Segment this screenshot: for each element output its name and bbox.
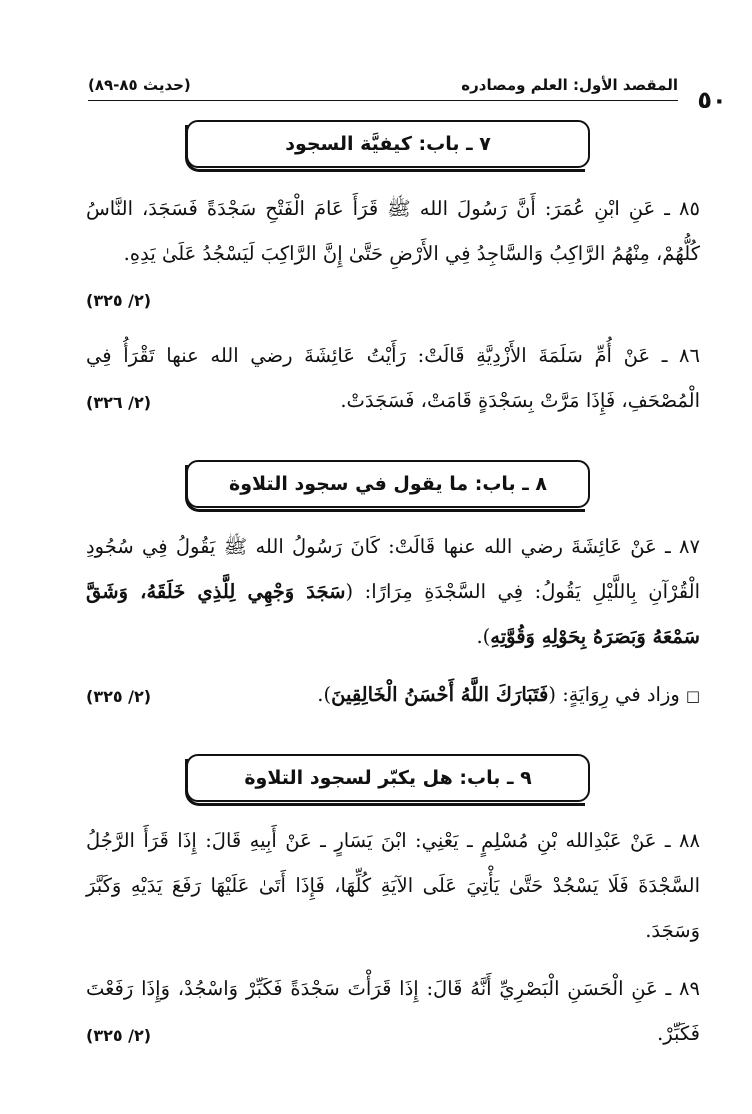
hadith-86	[86, 333, 700, 425]
hadith-text-before: ٨٧ ـ عَنْ عَائِشَةَ رضي الله عنها قَالَتْ: كَانَ رَسُولُ الله ﷺ يَقُولُ فِي سُجُودِ الْقُرْآنِ بِاللَّيْلِ يَقُولُ: فِي السَّجْدَةِ مِرَارًا: (	[86, 535, 700, 603]
hadith-85	[86, 186, 700, 323]
quranic-quote: فَتَبَارَكَ اللَّهُ أَحْسَنُ الْخَالِقِينَ	[331, 683, 549, 706]
additional-narration	[86, 672, 700, 719]
prophetic-supplication: سَجَدَ وَجْهِي لِلَّذِي خَلَقَهُ، وَشَقَّ سَمْعَهُ وَبَصَرَهُ بِحَوْلِهِ وَقُوَّتِهِ	[86, 580, 700, 648]
hadith-reference: (٢/ ٣٢٦)	[86, 393, 152, 412]
chapter-title: ٩ ـ باب: هل يكبّر لسجود التلاوة	[244, 767, 532, 789]
hadith-text: ٨٥ ـ عَنِ ابْنِ عُمَرَ: أَنَّ رَسُولَ الله ﷺ قَرَأَ عَامَ الْفَتْحِ سَجْدَةً فَسَجَدَ، النَّاسُ كُلُّهُمْ، مِنْهُمُ الرَّاكِبُ وَالسَّاجِدُ فِي الأَرْضِ حَتَّىٰ إِنَّ الرَّاكِبَ لَيَسْجُدُ عَلَىٰ يَدِهِ.	[86, 197, 700, 265]
chapter-heading-9	[186, 754, 590, 802]
running-header	[88, 72, 678, 98]
header-rule	[88, 100, 678, 101]
square-bullet-icon: □	[685, 687, 700, 705]
hadith-text: ٨٨ ـ عَنْ عَبْدِالله بْنِ مُسْلِمٍ ـ يَعْنِي: ابْنَ يَسَارٍ ـ عَنْ أَبِيهِ قَالَ: إِذَا قَرَأَ الرَّجُلُ السَّجْدَةَ فَلَا يَسْجُدْ حَتَّىٰ يَأْتِيَ عَلَى الآيَةِ كُلِّهَا، فَإِذَا أَتَىٰ عَلَيْهَا رَفَعَ يَدَيْهِ وَكَبَّرَ وَسَجَدَ.	[86, 829, 700, 942]
hadith-range: (حديث ٨٥-٨٩)	[88, 76, 191, 94]
page-number: ٥٠	[697, 86, 727, 114]
narration-text-after: ).	[317, 683, 332, 706]
hadith-reference: (٢/ ٣٢٥)	[86, 291, 152, 310]
chapter-heading-7	[186, 120, 590, 168]
hadith-reference: (٢/ ٣٢٥)	[86, 1026, 152, 1045]
narration-text-before: وزاد في رِوَايَةٍ: (	[548, 683, 680, 706]
hadith-text: ٨٦ ـ عَنْ أُمِّ سَلَمَةَ الأَزْدِيَّةِ قَالَتْ: رَأَيْتُ عَائِشَةَ رضي الله عنها تَقْرَأُ فِي الْمُصْحَفِ، فَإِذَا مَرَّتْ بِسَجْدَةٍ قَامَتْ، فَسَجَدَتْ.	[86, 344, 700, 412]
hadith-89	[86, 966, 700, 1058]
hadith-text-after: ).	[476, 625, 491, 648]
chapter-heading-8	[186, 460, 590, 508]
chapter-title: ٧ ـ باب: كيفيَّة السجود	[285, 133, 491, 155]
hadith-88	[86, 818, 700, 953]
hadith-87	[86, 524, 700, 659]
section-title: المقصد الأول: العلم ومصادره	[461, 76, 678, 94]
hadith-text: ٨٩ ـ عَنِ الْحَسَنِ الْبَصْرِيِّ أَنَّهُ قَالَ: إِذَا قَرَأْتَ سَجْدَةً فَكَبِّرْ وَاسْجُدْ، وَإِذَا رَفَعْتَ فَكَبِّرْ.	[86, 977, 700, 1045]
hadith-reference: (٢/ ٣٢٥)	[86, 687, 152, 706]
chapter-title: ٨ ـ باب: ما يقول في سجود التلاوة	[228, 473, 548, 495]
